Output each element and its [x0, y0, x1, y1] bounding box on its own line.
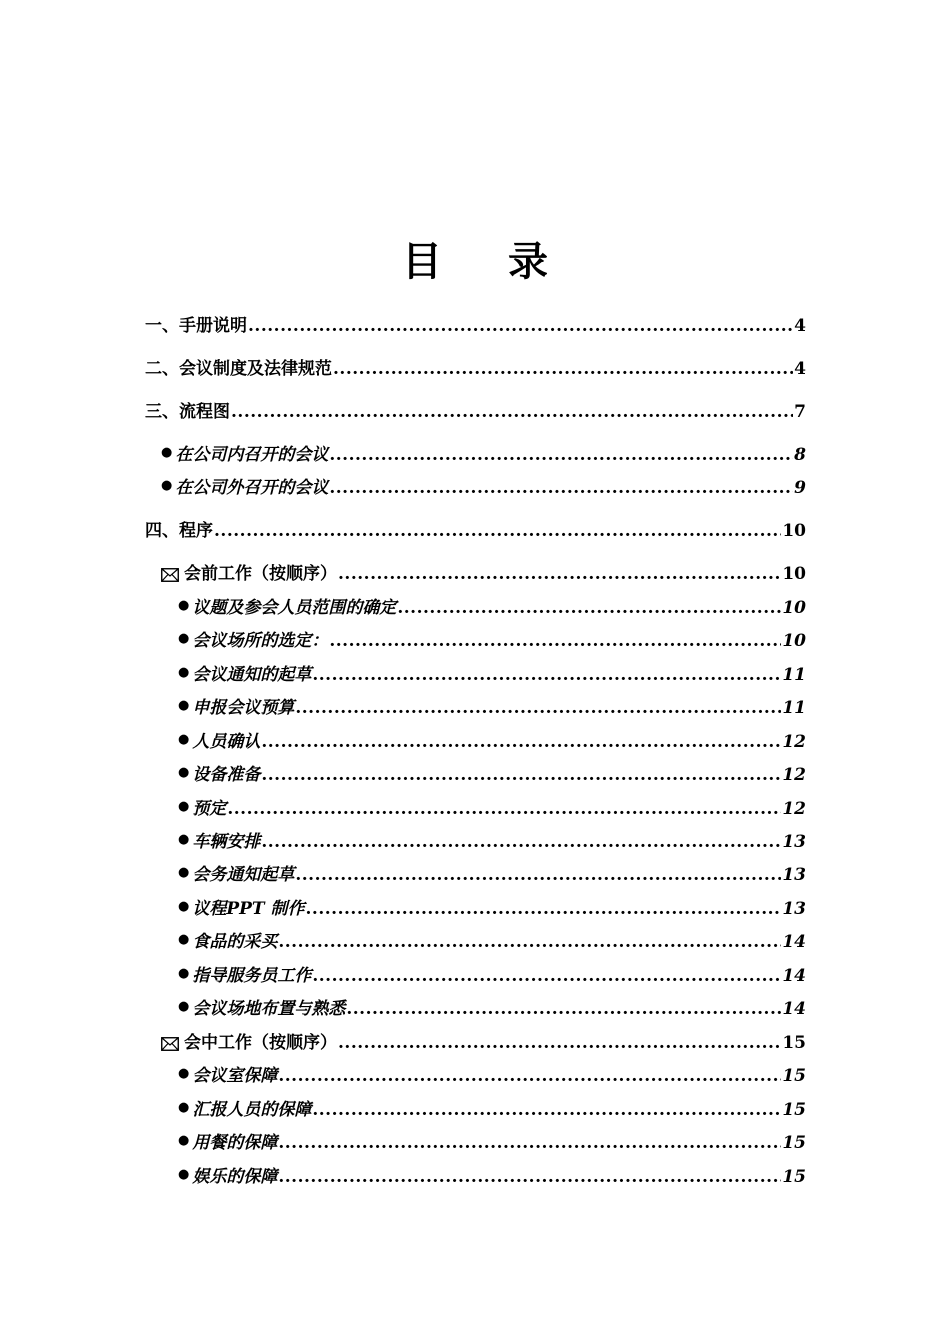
toc-entry[interactable]: [178, 1097, 806, 1121]
bullet-icon: ●: [178, 1100, 190, 1115]
toc-entry-text: 在公司外召开的会议: [175, 478, 329, 498]
toc-entry-text: 会务通知起草: [192, 865, 295, 885]
toc-leader: [295, 864, 781, 886]
envelope-icon: [161, 1037, 179, 1051]
toc-page-number: 10: [782, 564, 806, 584]
toc-entry-text: 用餐的保障: [192, 1133, 278, 1153]
toc-page-number: 15: [782, 1100, 806, 1120]
toc-entry[interactable]: [145, 313, 806, 337]
bullet-icon: ●: [178, 966, 190, 981]
toc-leader: [227, 798, 781, 820]
bullet-icon: ●: [178, 999, 190, 1014]
toc-entry[interactable]: [178, 1164, 806, 1188]
toc-entry-text: 会议室保障: [192, 1066, 278, 1086]
toc-entry-text: 汇报人员的保障: [192, 1100, 312, 1120]
toc-entry-text: 会议通知的起草: [192, 665, 312, 685]
toc-page-number: 12: [782, 799, 806, 819]
bullet-icon: ●: [161, 478, 173, 493]
toc-leader: [261, 731, 781, 753]
toc-leader: [261, 764, 781, 786]
toc-entry[interactable]: [161, 442, 806, 466]
toc-entry[interactable]: [178, 829, 806, 853]
toc-entry-text: 四、程序: [145, 521, 213, 541]
bullet-icon: ●: [178, 1167, 190, 1182]
bullet-icon: ●: [178, 1133, 190, 1148]
toc-page-number: 13: [782, 832, 806, 852]
toc-entry[interactable]: [161, 1030, 806, 1054]
toc-entry-text: 三、流程图: [145, 402, 230, 422]
toc-leader: [329, 444, 793, 466]
bullet-icon: ●: [178, 631, 190, 646]
toc-entry[interactable]: [178, 1130, 806, 1154]
toc-leader: [261, 831, 781, 853]
toc-entry[interactable]: [178, 662, 806, 686]
toc-leader: [305, 898, 781, 920]
toc-entry[interactable]: [178, 996, 806, 1020]
toc-entry[interactable]: [178, 929, 806, 953]
toc-page-number: 4: [794, 359, 806, 379]
bullet-icon: ●: [178, 698, 190, 713]
toc-entry-text: 设备准备: [192, 765, 261, 785]
toc-entry[interactable]: [178, 628, 806, 652]
toc-leader: [295, 697, 781, 719]
toc-leader: [338, 563, 781, 585]
toc-leader: [278, 1132, 781, 1154]
toc-leader: [214, 520, 781, 542]
toc-page-number: 11: [782, 698, 806, 718]
bullet-icon: ●: [161, 445, 173, 460]
toc-entry-text: 议题及参会人员范围的确定: [192, 598, 397, 618]
toc-page-number: 4: [794, 316, 806, 336]
toc-page-number: 10: [782, 521, 806, 541]
toc-page-number: 7: [794, 402, 806, 422]
toc-page-number: 9: [794, 478, 806, 498]
toc-entry[interactable]: [178, 963, 806, 987]
page-title: 目 录: [402, 239, 574, 285]
toc-page-number: 15: [782, 1133, 806, 1153]
toc-entry[interactable]: [145, 399, 806, 423]
toc-page-number: 15: [782, 1033, 806, 1053]
toc-entry-text: 会议场地布置与熟悉: [192, 999, 346, 1019]
toc-entry[interactable]: [178, 862, 806, 886]
toc-entry-text: 会中工作（按顺序）: [184, 1033, 337, 1053]
toc-entry-text: 一、手册说明: [145, 316, 247, 336]
toc-leader: [278, 931, 781, 953]
toc-leader: [231, 401, 793, 423]
toc-leader: [312, 1099, 781, 1121]
toc-leader: [312, 664, 781, 686]
bullet-icon: ●: [178, 665, 190, 680]
toc-entry[interactable]: [178, 762, 806, 786]
toc-entry[interactable]: [161, 561, 806, 585]
toc-entry[interactable]: [178, 595, 806, 619]
toc-leader: [278, 1166, 781, 1188]
toc-entry[interactable]: [145, 356, 806, 380]
bullet-icon: ●: [178, 799, 190, 814]
toc-leader: [278, 1065, 781, 1087]
toc-entry-text: 食品的采买: [192, 932, 278, 952]
bullet-icon: ●: [178, 865, 190, 880]
toc-entry[interactable]: [178, 729, 806, 753]
toc-entry[interactable]: [178, 1063, 806, 1087]
toc-leader: [312, 965, 781, 987]
envelope-icon: [161, 568, 179, 582]
toc-leader: [329, 477, 793, 499]
bullet-icon: ●: [178, 732, 190, 747]
toc-page-number: 15: [782, 1167, 806, 1187]
toc-page-number: 12: [782, 765, 806, 785]
toc-page-number: 8: [794, 445, 806, 465]
toc-entry[interactable]: [178, 796, 806, 820]
toc-page-number: 15: [782, 1066, 806, 1086]
toc-entry[interactable]: [178, 896, 806, 920]
toc-page-number: 13: [782, 899, 806, 919]
toc-entry-text: 娱乐的保障: [192, 1167, 278, 1187]
toc-entry-text: 指导服务员工作: [192, 966, 312, 986]
toc-page-number: 14: [782, 932, 806, 952]
toc-entry[interactable]: [178, 695, 806, 719]
toc-leader: [397, 597, 781, 619]
bullet-icon: ●: [178, 765, 190, 780]
toc-entry[interactable]: [161, 475, 806, 499]
toc-entry-text: 议程PPT 制作: [192, 899, 305, 919]
toc-entry[interactable]: [145, 518, 806, 542]
toc-page-number: 10: [782, 631, 806, 651]
toc-page-number: 10: [782, 598, 806, 618]
toc-page-number: 13: [782, 865, 806, 885]
toc-entry-text: 会议场所的选定：: [192, 631, 329, 651]
toc-entry-text: 会前工作（按顺序）: [184, 564, 337, 584]
toc-leader: [333, 358, 793, 380]
toc-leader: [329, 630, 781, 652]
toc-entry-text: 二、会议制度及法律规范: [145, 359, 332, 379]
toc-entry-text: 车辆安排: [192, 832, 261, 852]
toc-page-number: 14: [782, 966, 806, 986]
toc-page-number: 14: [782, 999, 806, 1019]
toc-page-number: 12: [782, 732, 806, 752]
bullet-icon: ●: [178, 598, 190, 613]
toc-entry-text: 申报会议预算: [192, 698, 295, 718]
toc-leader: [346, 998, 781, 1020]
toc-page-number: 11: [782, 665, 806, 685]
bullet-icon: ●: [178, 899, 190, 914]
bullet-icon: ●: [178, 932, 190, 947]
toc-entry-text: 人员确认: [192, 732, 261, 752]
toc-entry-text: 预定: [192, 799, 227, 819]
toc-leader: [338, 1032, 781, 1054]
toc-entry-text: 在公司内召开的会议: [175, 445, 329, 465]
bullet-icon: ●: [178, 832, 190, 847]
bullet-icon: ●: [178, 1066, 190, 1081]
toc-leader: [248, 315, 793, 337]
